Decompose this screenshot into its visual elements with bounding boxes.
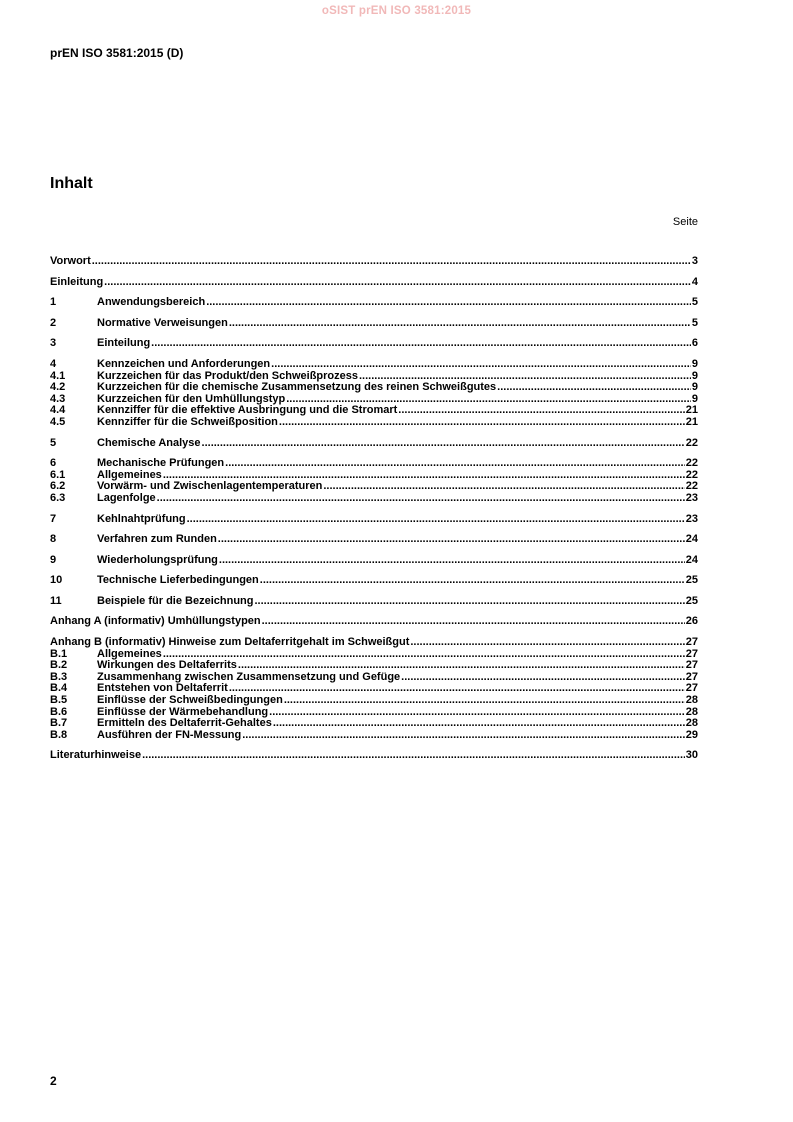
toc-entry-page: 26 bbox=[685, 615, 698, 628]
toc-leader-dots bbox=[273, 718, 685, 730]
toc-entry-title: Kennziffer für die effektive Ausbringung und die Stromart bbox=[97, 404, 398, 417]
toc-entry-page: 25 bbox=[685, 594, 698, 607]
toc-entry-number: B.5 bbox=[50, 694, 68, 707]
toc-entry-title: Anhang B (informativ) Hinweise zum Deltaferritgehalt im Schweißgut bbox=[50, 636, 410, 649]
toc-leader-dots bbox=[206, 297, 691, 309]
toc-entry-page: 22 bbox=[685, 436, 698, 449]
toc-entry-page: 4 bbox=[691, 275, 698, 288]
toc-entry-title: Allgemeines bbox=[97, 468, 162, 481]
toc-entry-number: 6.1 bbox=[50, 468, 66, 481]
toc-entry-number: 5 bbox=[50, 436, 57, 449]
toc-entry-number: 1 bbox=[50, 296, 57, 309]
document-id: prEN ISO 3581:2015 (D) bbox=[50, 46, 184, 60]
toc-group bbox=[50, 750, 698, 762]
toc-entry[interactable] bbox=[50, 458, 698, 470]
toc-entry-title: Kennzeichen und Anforderungen bbox=[97, 357, 271, 370]
toc-entry[interactable] bbox=[50, 534, 698, 546]
toc-entry-page: 22 bbox=[685, 468, 698, 481]
toc-group bbox=[50, 555, 698, 567]
toc-entry-title: Lagenfolge bbox=[97, 491, 156, 504]
toc-entry-title: Normative Verweisungen bbox=[97, 316, 228, 329]
toc-entry[interactable] bbox=[50, 382, 698, 394]
toc-leader-dots bbox=[229, 318, 691, 330]
toc-entry-title: Kurzzeichen für den Umhüllungstyp bbox=[97, 392, 286, 405]
toc-entry-page: 9 bbox=[691, 381, 698, 394]
toc-entry-page: 6 bbox=[691, 337, 698, 350]
toc-entry-page: 24 bbox=[685, 533, 698, 546]
toc-leader-dots bbox=[323, 481, 684, 493]
toc-leader-dots bbox=[398, 405, 684, 417]
toc-entry-page: 23 bbox=[685, 512, 698, 525]
toc-entry-title: Kurzzeichen für die chemische Zusammensetzung des reinen Schweißgutes bbox=[97, 381, 497, 394]
toc-entry-page: 27 bbox=[685, 647, 698, 660]
page-column-label: Seite bbox=[672, 216, 698, 228]
toc-entry-number: 2 bbox=[50, 316, 57, 329]
toc-leader-dots bbox=[229, 683, 685, 695]
toc-entry-number: 6.3 bbox=[50, 491, 66, 504]
toc-leader-dots bbox=[269, 707, 685, 719]
toc-group bbox=[50, 318, 698, 330]
toc-entry-number: 9 bbox=[50, 553, 57, 566]
toc-leader-dots bbox=[225, 458, 685, 470]
toc-entry-number: 4.4 bbox=[50, 404, 66, 417]
toc-group bbox=[50, 596, 698, 608]
toc-group bbox=[50, 575, 698, 587]
toc-leader-dots bbox=[497, 382, 691, 394]
toc-entry-title: Zusammenhang zwischen Zusammensetzung und Gefüge bbox=[97, 670, 401, 683]
toc-group bbox=[50, 616, 698, 628]
toc-leader-dots bbox=[157, 493, 685, 505]
toc-entry-title: Anhang A (informativ) Umhüllungstypen bbox=[50, 615, 261, 628]
toc-entry-title: Literaturhinweise bbox=[50, 749, 142, 762]
toc-entry-number: B.1 bbox=[50, 647, 68, 660]
toc-entry-title: Einflüsse der Schweißbedingungen bbox=[97, 694, 283, 707]
toc-leader-dots bbox=[142, 750, 685, 762]
toc-group bbox=[50, 438, 698, 450]
toc-entry-number: 6 bbox=[50, 457, 57, 470]
toc-entry[interactable] bbox=[50, 750, 698, 762]
toc-entry-title: Wirkungen des Deltaferrits bbox=[97, 659, 237, 672]
toc-entry[interactable] bbox=[50, 277, 698, 289]
toc-entry[interactable] bbox=[50, 438, 698, 450]
toc-entry-number: 3 bbox=[50, 337, 57, 350]
toc-leader-dots bbox=[254, 596, 684, 608]
toc-entry-number: B.4 bbox=[50, 682, 68, 695]
toc-entry[interactable] bbox=[50, 596, 698, 608]
toc-entry-number: 7 bbox=[50, 512, 57, 525]
toc-group bbox=[50, 256, 698, 268]
toc-entry-title: Kurzzeichen für das Produkt/den Schweißprozess bbox=[97, 369, 358, 382]
toc-entry-title: Technische Lieferbedingungen bbox=[97, 574, 259, 587]
toc-entry-title: Kennziffer für die Schweißposition bbox=[97, 415, 278, 428]
toc-entry-number: B.7 bbox=[50, 717, 68, 730]
toc-entry-page: 21 bbox=[685, 415, 698, 428]
toc-group bbox=[50, 297, 698, 309]
toc-entry-number: 8 bbox=[50, 533, 57, 546]
toc-entry[interactable] bbox=[50, 616, 698, 628]
toc-entry-number: 10 bbox=[50, 574, 63, 587]
toc-entry-page: 3 bbox=[691, 255, 698, 267]
toc-entry-page: 27 bbox=[685, 682, 698, 695]
toc-leader-dots bbox=[284, 695, 685, 707]
toc-entry-number: B.6 bbox=[50, 705, 68, 718]
toc-entry-title: Einflüsse der Wärmebehandlung bbox=[97, 705, 269, 718]
toc-group bbox=[50, 338, 698, 350]
toc-entry-number: 4.1 bbox=[50, 369, 66, 382]
table-of-contents bbox=[50, 256, 698, 771]
toc-leader-dots bbox=[202, 438, 685, 450]
toc-entry-page: 27 bbox=[685, 670, 698, 683]
toc-leader-dots bbox=[163, 649, 685, 661]
toc-entry-title: Mechanische Prüfungen bbox=[97, 457, 225, 470]
toc-leader-dots bbox=[260, 575, 685, 587]
toc-entry[interactable] bbox=[50, 555, 698, 567]
toc-entry-page: 23 bbox=[685, 491, 698, 504]
toc-entry[interactable] bbox=[50, 637, 698, 649]
toc-entry[interactable] bbox=[50, 695, 698, 707]
toc-entry-title: Einleitung bbox=[50, 275, 104, 288]
toc-entry[interactable] bbox=[50, 256, 698, 268]
toc-entry[interactable] bbox=[50, 318, 698, 330]
toc-entry[interactable] bbox=[50, 297, 698, 309]
toc-entry-page: 28 bbox=[685, 717, 698, 730]
toc-leader-dots bbox=[187, 514, 685, 526]
toc-entry-page: 5 bbox=[691, 316, 698, 329]
toc-entry-number: B.8 bbox=[50, 728, 68, 741]
toc-entry[interactable] bbox=[50, 338, 698, 350]
toc-entry[interactable] bbox=[50, 730, 698, 742]
toc-entry-title: Vorwärm- und Zwischenlagentemperaturen bbox=[97, 480, 323, 493]
toc-entry-title: Ausführen der FN-Messung bbox=[97, 728, 242, 741]
toc-leader-dots bbox=[401, 672, 685, 684]
toc-leader-dots bbox=[262, 616, 685, 628]
watermark: oSIST prEN ISO 3581:2015 bbox=[321, 5, 472, 17]
toc-entry[interactable] bbox=[50, 575, 698, 587]
toc-entry-page: 9 bbox=[691, 392, 698, 405]
toc-entry-title: Kehlnahtprüfung bbox=[97, 512, 186, 525]
toc-entry-page: 25 bbox=[685, 574, 698, 587]
toc-leader-dots bbox=[242, 730, 685, 742]
toc-entry-title: Wiederholungsprüfung bbox=[97, 553, 218, 566]
toc-entry-page: 24 bbox=[685, 553, 698, 566]
toc-entry-page: 28 bbox=[685, 705, 698, 718]
toc-heading: Inhalt bbox=[50, 175, 93, 192]
toc-entry-page: 21 bbox=[685, 404, 698, 417]
toc-entry-number: 4.3 bbox=[50, 392, 66, 405]
toc-entry-title: Chemische Analyse bbox=[97, 436, 201, 449]
toc-entry-title: Anwendungsbereich bbox=[97, 296, 206, 309]
toc-entry-page: 30 bbox=[685, 749, 698, 762]
page-number: 2 bbox=[50, 1074, 57, 1088]
toc-leader-dots bbox=[104, 277, 691, 289]
toc-entry-title: Ermitteln des Deltaferrit-Gehaltes bbox=[97, 717, 272, 730]
toc-entry-title: Vorwort bbox=[50, 255, 91, 267]
toc-group bbox=[50, 534, 698, 546]
toc-leader-dots bbox=[279, 417, 685, 429]
toc-entry-number: B.3 bbox=[50, 670, 68, 683]
toc-entry-page: 9 bbox=[691, 357, 698, 370]
toc-entry-number: 11 bbox=[50, 594, 62, 607]
toc-group bbox=[50, 359, 698, 429]
toc-entry-page: 27 bbox=[685, 636, 698, 649]
toc-entry-number: 4.2 bbox=[50, 381, 66, 394]
toc-group bbox=[50, 637, 698, 741]
toc-entry-page: 5 bbox=[691, 296, 698, 309]
toc-entry-page: 22 bbox=[685, 480, 698, 493]
toc-entry-page: 28 bbox=[685, 694, 698, 707]
toc-entry-title: Einteilung bbox=[97, 337, 151, 350]
toc-entry-number: 6.2 bbox=[50, 480, 66, 493]
toc-leader-dots bbox=[219, 555, 685, 567]
toc-group bbox=[50, 277, 698, 289]
toc-entry-page: 27 bbox=[685, 659, 698, 672]
toc-entry-page: 29 bbox=[685, 728, 698, 741]
toc-leader-dots bbox=[151, 338, 691, 350]
toc-leader-dots bbox=[410, 637, 684, 649]
toc-entry[interactable] bbox=[50, 359, 698, 371]
toc-leader-dots bbox=[218, 534, 685, 546]
toc-entry[interactable] bbox=[50, 493, 698, 505]
toc-entry[interactable] bbox=[50, 417, 698, 429]
toc-entry-number: 4 bbox=[50, 357, 57, 370]
toc-entry-title: Verfahren zum Runden bbox=[97, 533, 217, 546]
toc-entry-number: B.2 bbox=[50, 659, 68, 672]
toc-entry-title: Entstehen von Deltaferrit bbox=[97, 682, 228, 695]
toc-entry-page: 22 bbox=[685, 457, 698, 470]
toc-entry-page: 9 bbox=[691, 369, 698, 382]
toc-entry-title: Allgemeines bbox=[97, 647, 162, 660]
toc-group bbox=[50, 514, 698, 526]
toc-entry[interactable] bbox=[50, 514, 698, 526]
toc-entry-title: Beispiele für die Bezeichnung bbox=[97, 594, 254, 607]
toc-leader-dots bbox=[92, 256, 691, 268]
toc-leader-dots bbox=[271, 359, 691, 371]
toc-entry-number: 4.5 bbox=[50, 415, 66, 428]
toc-group bbox=[50, 458, 698, 504]
